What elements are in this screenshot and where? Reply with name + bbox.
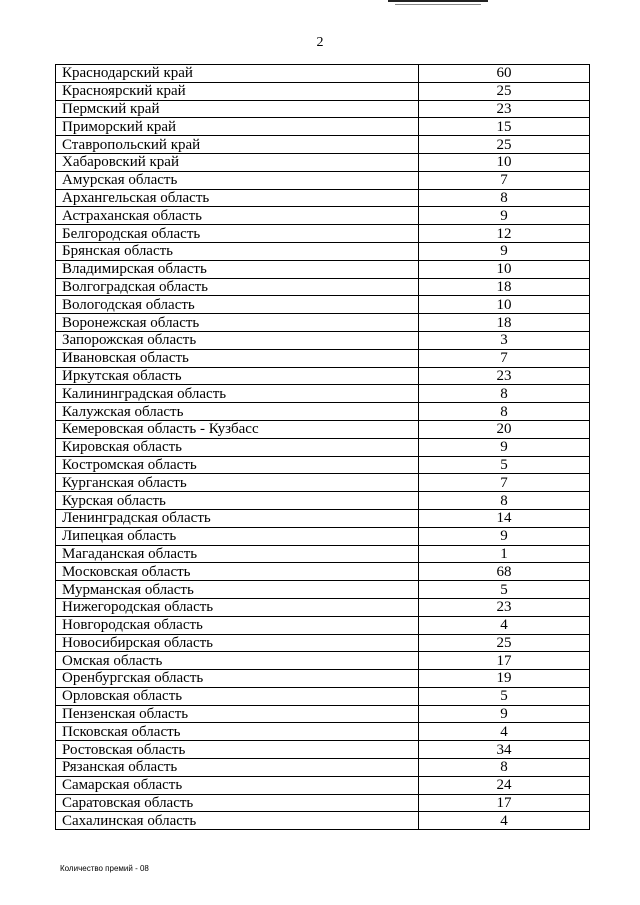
region-name-cell: Воронежская область	[56, 314, 419, 332]
award-count-cell: 8	[419, 492, 590, 510]
table-row	[56, 563, 590, 581]
header-rule	[388, 0, 488, 2]
region-name-cell: Орловская область	[56, 687, 419, 705]
award-count-cell: 23	[419, 367, 590, 385]
award-count-cell: 8	[419, 759, 590, 777]
table-row	[56, 225, 590, 243]
table-row	[56, 474, 590, 492]
region-name-cell: Кемеровская область - Кузбасс	[56, 420, 419, 438]
table-row	[56, 527, 590, 545]
table-row	[56, 207, 590, 225]
award-count-cell: 3	[419, 331, 590, 349]
table-row	[56, 296, 590, 314]
region-name-cell: Астраханская область	[56, 207, 419, 225]
page-number: 2	[316, 35, 324, 50]
region-name-cell: Архангельская область	[56, 189, 419, 207]
region-name-cell: Амурская область	[56, 171, 419, 189]
table-row	[56, 403, 590, 421]
table-row	[56, 456, 590, 474]
award-count-cell: 25	[419, 634, 590, 652]
table-row	[56, 670, 590, 688]
award-count-cell: 9	[419, 527, 590, 545]
table-row	[56, 776, 590, 794]
table-row	[56, 794, 590, 812]
region-name-cell: Белгородская область	[56, 225, 419, 243]
region-name-cell: Калининградская область	[56, 385, 419, 403]
region-name-cell: Запорожская область	[56, 331, 419, 349]
table-row	[56, 136, 590, 154]
region-name-cell: Иркутская область	[56, 367, 419, 385]
region-name-cell: Оренбургская область	[56, 670, 419, 688]
award-count-cell: 5	[419, 581, 590, 599]
award-count-cell: 17	[419, 794, 590, 812]
award-count-cell: 12	[419, 225, 590, 243]
table-row	[56, 492, 590, 510]
award-count-cell: 7	[419, 349, 590, 367]
table-row	[56, 616, 590, 634]
region-name-cell: Красноярский край	[56, 82, 419, 100]
region-name-cell: Краснодарский край	[56, 65, 419, 83]
table-row	[56, 349, 590, 367]
region-name-cell: Московская область	[56, 563, 419, 581]
award-count-cell: 17	[419, 652, 590, 670]
award-count-cell: 8	[419, 189, 590, 207]
table-row	[56, 278, 590, 296]
award-count-cell: 9	[419, 242, 590, 260]
region-name-cell: Ленинградская область	[56, 509, 419, 527]
table-row	[56, 153, 590, 171]
table-row	[56, 331, 590, 349]
award-count-cell: 34	[419, 741, 590, 759]
region-name-cell: Ивановская область	[56, 349, 419, 367]
award-count-cell: 23	[419, 598, 590, 616]
award-count-cell: 4	[419, 723, 590, 741]
region-name-cell: Саратовская область	[56, 794, 419, 812]
region-name-cell: Ростовская область	[56, 741, 419, 759]
region-name-cell: Вологодская область	[56, 296, 419, 314]
award-count-cell: 9	[419, 438, 590, 456]
region-name-cell: Ставропольский край	[56, 136, 419, 154]
table-row	[56, 545, 590, 563]
region-name-cell: Приморский край	[56, 118, 419, 136]
award-count-cell: 60	[419, 65, 590, 83]
award-count-cell: 24	[419, 776, 590, 794]
table-row	[56, 171, 590, 189]
table-row	[56, 812, 590, 830]
region-name-cell: Калужская область	[56, 403, 419, 421]
award-count-cell: 4	[419, 812, 590, 830]
table-row	[56, 723, 590, 741]
award-count-cell: 7	[419, 474, 590, 492]
region-name-cell: Хабаровский край	[56, 153, 419, 171]
table-row	[56, 189, 590, 207]
award-count-cell: 8	[419, 403, 590, 421]
region-name-cell: Пермский край	[56, 100, 419, 118]
table-row	[56, 598, 590, 616]
table-row	[56, 385, 590, 403]
header-rule-thin	[395, 4, 481, 5]
region-name-cell: Сахалинская область	[56, 812, 419, 830]
table-row	[56, 100, 590, 118]
region-name-cell: Костромская область	[56, 456, 419, 474]
table-row	[56, 438, 590, 456]
region-name-cell: Новгородская область	[56, 616, 419, 634]
award-count-cell: 5	[419, 687, 590, 705]
award-count-cell: 14	[419, 509, 590, 527]
table-row	[56, 367, 590, 385]
award-count-cell: 9	[419, 207, 590, 225]
region-name-cell: Брянская область	[56, 242, 419, 260]
region-name-cell: Магаданская область	[56, 545, 419, 563]
award-count-cell: 1	[419, 545, 590, 563]
table-row	[56, 314, 590, 332]
region-name-cell: Липецкая область	[56, 527, 419, 545]
award-count-cell: 18	[419, 314, 590, 332]
region-name-cell: Курская область	[56, 492, 419, 510]
region-name-cell: Курганская область	[56, 474, 419, 492]
award-count-cell: 10	[419, 153, 590, 171]
region-name-cell: Нижегородская область	[56, 598, 419, 616]
region-name-cell: Кировская область	[56, 438, 419, 456]
award-count-cell: 10	[419, 260, 590, 278]
award-count-cell: 18	[419, 278, 590, 296]
region-name-cell: Рязанская область	[56, 759, 419, 777]
region-name-cell: Новосибирская область	[56, 634, 419, 652]
footer-note: Количество премий - 08	[60, 864, 149, 873]
table-row	[56, 705, 590, 723]
award-count-cell: 5	[419, 456, 590, 474]
regions-table-body	[56, 65, 590, 830]
regions-table	[55, 64, 590, 830]
region-name-cell: Мурманская область	[56, 581, 419, 599]
table-row	[56, 759, 590, 777]
region-name-cell: Волгоградская область	[56, 278, 419, 296]
table-row	[56, 634, 590, 652]
table-row	[56, 581, 590, 599]
table-row	[56, 509, 590, 527]
table-row	[56, 118, 590, 136]
table-row	[56, 242, 590, 260]
award-count-cell: 7	[419, 171, 590, 189]
table-row	[56, 687, 590, 705]
table-row	[56, 652, 590, 670]
region-name-cell: Псковская область	[56, 723, 419, 741]
table-row	[56, 420, 590, 438]
award-count-cell: 68	[419, 563, 590, 581]
region-name-cell: Пензенская область	[56, 705, 419, 723]
table-row	[56, 82, 590, 100]
region-name-cell: Самарская область	[56, 776, 419, 794]
award-count-cell: 25	[419, 82, 590, 100]
table-row	[56, 65, 590, 83]
table-row	[56, 260, 590, 278]
region-name-cell: Владимирская область	[56, 260, 419, 278]
award-count-cell: 15	[419, 118, 590, 136]
award-count-cell: 23	[419, 100, 590, 118]
award-count-cell: 8	[419, 385, 590, 403]
award-count-cell: 9	[419, 705, 590, 723]
table-row	[56, 741, 590, 759]
award-count-cell: 25	[419, 136, 590, 154]
award-count-cell: 19	[419, 670, 590, 688]
award-count-cell: 10	[419, 296, 590, 314]
award-count-cell: 20	[419, 420, 590, 438]
award-count-cell: 4	[419, 616, 590, 634]
region-name-cell: Омская область	[56, 652, 419, 670]
